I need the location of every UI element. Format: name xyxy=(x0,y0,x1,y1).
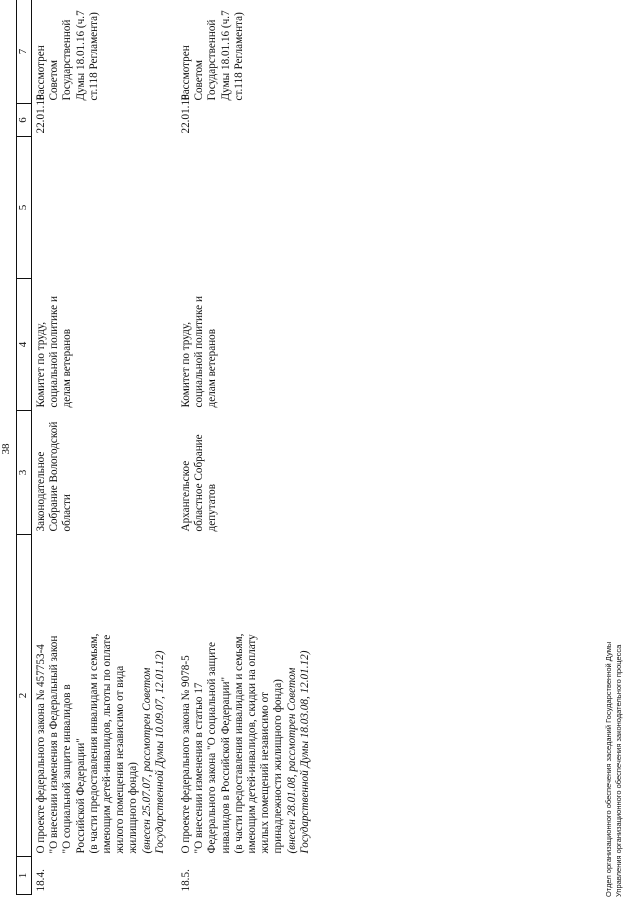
column-header-6: 6 xyxy=(17,104,32,137)
column-5-cell xyxy=(32,137,178,279)
title-line: (в части предоставления инвалидам и семьям, xyxy=(87,633,100,854)
bill-date: 22.01.16 xyxy=(180,94,193,134)
title-line: Российской Федерации" xyxy=(74,738,87,854)
bill-note-line: (внесен 25.07.07, рассмотрен Советом xyxy=(140,667,153,854)
header-row xyxy=(17,0,32,895)
bill-note-line: (внесен 28.01.08, рассмотрен Советом xyxy=(285,667,298,854)
title-line: имеющим детей-инвалидов, скидки на оплату xyxy=(246,634,259,854)
title-line: жилищного фонда) xyxy=(127,762,140,854)
bill-title xyxy=(177,535,322,857)
title-line: "О внесении изменения в статью 17 xyxy=(193,682,206,854)
bill-date: 22.01.16 xyxy=(35,94,47,134)
bills-table xyxy=(16,0,322,895)
title-line: принадлежности жилищного фонда) xyxy=(272,679,285,854)
bill-decision: Рассмотрен Советом Государственной Думы 18.01.16 (ч.7 ст.118 Регламента) xyxy=(35,10,100,101)
column-5-cell xyxy=(177,137,322,279)
title-line: О проекте федерального закона № 9078-5 xyxy=(180,655,193,854)
title-line: "О внесении изменения в Федеральный закон xyxy=(48,635,61,854)
title-line: жилых помещений независимо от xyxy=(259,692,272,854)
column-header-2: 2 xyxy=(17,535,32,857)
row-number: 18.5. xyxy=(180,869,193,892)
column-header-4: 4 xyxy=(17,279,32,411)
title-line: "О социальной защите инвалидов в xyxy=(61,684,74,854)
table-row xyxy=(177,0,322,895)
page-number: 38 xyxy=(0,443,12,455)
bill-note-line: Государственной Думы 10.09.07, 12.01.12) xyxy=(153,650,166,854)
bill-title xyxy=(32,535,178,857)
column-header-3: 3 xyxy=(17,411,32,535)
bills-table-wrapper xyxy=(16,0,322,895)
column-header-5: 5 xyxy=(17,137,32,279)
bill-committee: Комитет по труду, социальной политике и делам ветеранов xyxy=(180,296,219,408)
footer-line: Отдел организационного обеспечения заседаний Государственной Думы xyxy=(604,641,613,897)
column-header-1: 1 xyxy=(17,857,32,895)
column-header-7: 7 xyxy=(17,0,32,104)
bill-decision: Рассмотрен Советом Государственной Думы 18.01.16 (ч.7 ст.118 Регламента) xyxy=(180,10,245,101)
title-line: жилого помещения независимо от вида xyxy=(114,665,127,854)
footer xyxy=(604,642,624,897)
row-number: 18.4. xyxy=(35,869,47,892)
bill-author: Законодательное Собрание Вологодской области xyxy=(35,421,74,532)
title-line: Федерального закона "О социальной защите xyxy=(206,642,219,854)
bill-author: Архангельское областное Собрание депутатов xyxy=(180,434,219,532)
table-row xyxy=(32,0,178,895)
title-line: имеющим детей-инвалидов, льготы по оплате xyxy=(101,634,114,854)
title-line: инвалидов в Российской Федерации" xyxy=(219,676,232,854)
footer-line: Управления организационного обеспечения законодательного процесса xyxy=(614,644,623,897)
bill-note-line: Государственной Думы 18.03.08, 12.01.12) xyxy=(298,650,311,854)
bill-committee: Комитет по труду, социальной политике и делам ветеранов xyxy=(35,296,74,408)
title-line: О проекте федерального закона № 457753-4 xyxy=(35,644,47,854)
title-line: (в части предоставления инвалидам и семьям, xyxy=(232,633,245,854)
